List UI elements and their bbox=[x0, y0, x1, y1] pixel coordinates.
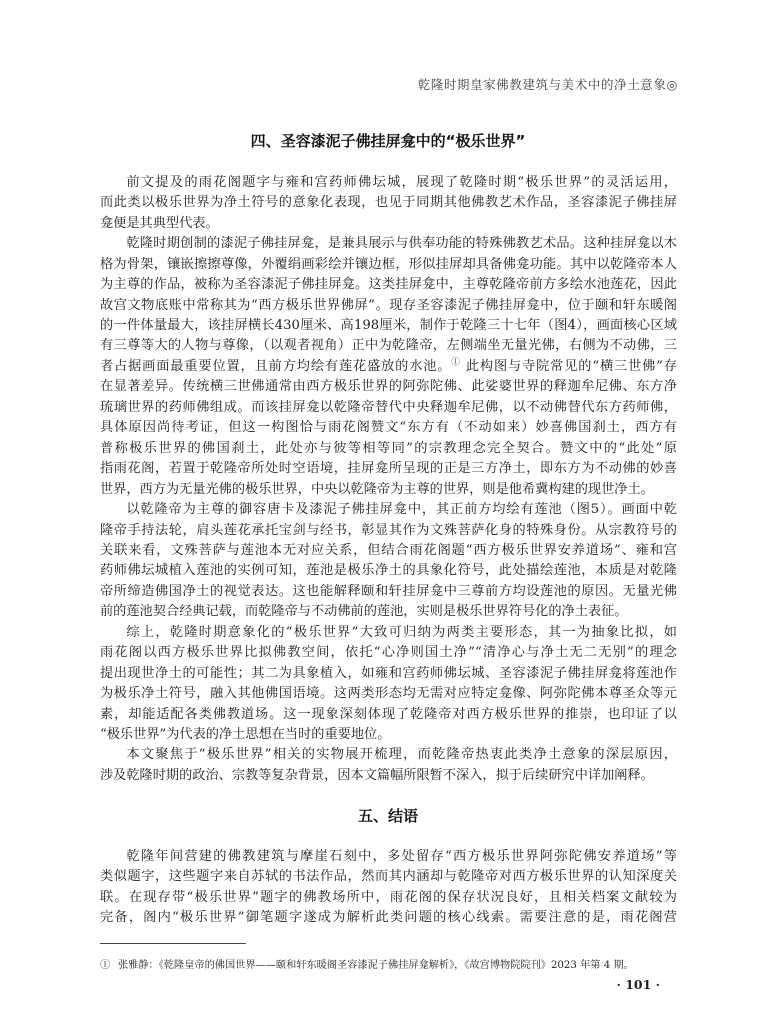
body-line: 而此类以极乐世界为净土符号的意象化表现，也见于同期其他佛教艺术作品，圣容漆泥子佛挂屏 bbox=[100, 195, 677, 211]
body-line: 有三尊等大的人物与尊像，（以观者视角）正中为乾隆帝，左侧端坐无量光佛，右侧为不动佛，三 bbox=[100, 338, 677, 354]
body-line: 涉及乾隆时期的政治、宗教等复杂背景，因本文篇幅所限暂不深入，拟于后续研究中详加阐释。 bbox=[100, 767, 654, 783]
body-line: 在显著差异。传统横三世佛通常由西方极乐世界的阿弥陀佛、此娑婆世界的释迦牟尼佛、东方净 bbox=[100, 379, 677, 395]
body-line: 前的莲池契合经典记载，而乾隆帝与不动佛前的莲池，实则是极乐世界符号化的净土表征。 bbox=[100, 604, 628, 620]
paragraph bbox=[100, 745, 677, 786]
body-line: 本文聚焦于“极乐世界”相关的实物展开梳理，而乾隆帝热衷此类净土意象的深层原因， bbox=[126, 747, 677, 763]
section-heading: 五、结语 bbox=[357, 807, 418, 825]
section-body bbox=[100, 847, 677, 929]
body-line: 具体原因尚待考证，但这一构图恰与雨花阁赞文“东方有（不动如来）妙喜佛国刹土，西方有 bbox=[100, 420, 677, 436]
paragraph bbox=[100, 500, 677, 623]
body-text: 此构图与寺院常见的“横三世佛”存 bbox=[460, 358, 677, 374]
body-line: 关联来看，文殊菩萨与莲池本无对应关系，但结合雨花阁题“西方极乐世界安养道场”、雍和宫 bbox=[100, 542, 677, 558]
footnote bbox=[100, 959, 634, 973]
body-line: 琉璃世界的药师佛组成。而该挂屏龛以乾隆帝替代中央释迦牟尼佛，以不动佛替代东方药师佛， bbox=[100, 399, 677, 415]
body-line: 素，却能适配各类佛教道场。这一现象深刻体现了乾隆帝对西方极乐世界的推崇，也印证了以 bbox=[100, 706, 677, 722]
body-line: 为主尊的作品，被称为圣容漆泥子佛挂屏龛。这类挂屏龛中，主尊乾隆帝前方多绘水池莲花，因此 bbox=[100, 277, 677, 293]
body-text: 者占据画面最重要位置，且前方均绘有莲花盛放的水池。 bbox=[100, 358, 452, 374]
body-line: 隆帝手持法轮，肩头莲花承托宝剑与经书，彰显其作为文殊菩萨化身的特殊身份。从宗教符号的 bbox=[100, 522, 677, 538]
footnote-text: 张雅静：《乾隆皇帝的佛国世界——颐和轩东暖阁圣容漆泥子佛挂屏龛解析》，《故宫博物院院刊》2023 年第 4 期。 bbox=[118, 960, 634, 971]
body-line: 以乾隆帝为主尊的御容唐卡及漆泥子佛挂屏龛中，其正前方均绘有莲池（图5）。画面中乾 bbox=[126, 502, 677, 518]
paragraph bbox=[100, 623, 677, 746]
running-header: 乾隆时期皇家佛教建筑与美术中的净土意象◎ bbox=[417, 77, 678, 92]
body-line: “极乐世界”为代表的净土思想在当时的重要地位。 bbox=[100, 727, 391, 743]
paragraph bbox=[100, 847, 677, 929]
body-line: 格为骨架，镶嵌擦擦尊像，外覆绢画彩绘并镶边框，形似挂屏却具备佛龛功能。其中以乾隆帝本人 bbox=[100, 256, 677, 272]
body-line: 类似题字，这些题字来自苏轼的书法作品，然而其内涵却与乾隆帝对西方极乐世界的认知深度关 bbox=[100, 869, 677, 885]
body-line bbox=[100, 357, 677, 377]
paragraph bbox=[100, 234, 677, 500]
body-line: 为极乐净土符号，融入其他佛国语境。这两类形态均无需对应特定龛像、阿弥陀佛本尊圣众等元 bbox=[100, 686, 677, 702]
body-line: 药师佛坛城植入莲池的实例可知，莲池是极乐净土的具象化符号，此处描绘莲池，本质是对乾隆 bbox=[100, 563, 677, 579]
body-line: 完备，阁内“极乐世界”御笔题字遂成为解析此类问题的核心线索。需要注意的是，雨花阁营 bbox=[100, 910, 677, 926]
body-line: 的一件体量最大，该挂屏横长430厘米、高198厘米，制作于乾隆三十七年（图4），画面核心区域 bbox=[100, 317, 677, 333]
body-line: 世界，西方为无量光佛的极乐世界，中央以乾隆帝为主尊的世界，则是他希冀构建的现世净土。 bbox=[100, 481, 654, 497]
body-line: 综上，乾隆时期意象化的“极乐世界”大致可归纳为两类主要形态，其一为抽象比拟，如 bbox=[126, 624, 677, 640]
body-line: 普称极乐世界的佛国刹土，此处亦与彼等相等同”的宗教理念完全契合。赞文中的“此处”原 bbox=[100, 440, 677, 456]
page-number: · 101 · bbox=[616, 977, 660, 992]
body-line: 故宫文物底账中常称其为“西方极乐世界佛屏”。现存圣容漆泥子佛挂屏龛中，位于颐和轩东暖阁 bbox=[100, 297, 677, 313]
body-line: 提出现世净土的可能性；其二为具象植入，如雍和宫药师佛坛城、圣容漆泥子佛挂屏龛将莲池作 bbox=[100, 665, 677, 681]
footnote-marker: ① bbox=[100, 960, 111, 971]
body-line: 指雨花阁，若置于乾隆帝所处时空语境，挂屏龛所呈现的正是三方净土，即东方为不动佛的妙喜 bbox=[100, 461, 677, 477]
body-line: 联。在现存带“极乐世界”题字的佛教场所中，雨花阁的保存状况良好，且相关档案文献较为 bbox=[100, 889, 677, 905]
body-line: 乾隆时期创制的漆泥子佛挂屏龛，是兼具展示与供奉功能的特殊佛教艺术品。这种挂屏龛以木 bbox=[126, 236, 677, 252]
footnote-ref: ① bbox=[451, 357, 461, 368]
footnote-rule bbox=[100, 943, 246, 944]
body-line: 雨花阁以西方极乐世界比拟佛教空间，依托“心净则国土净”“清净心与净土无二无别”的理念 bbox=[100, 645, 677, 661]
body-line: 龛便是其典型代表。 bbox=[100, 215, 219, 231]
body-line: 帝所缔造佛国净土的视觉表达。这也能解释颐和轩挂屏龛中三尊前方均设莲池的原因。无量光佛 bbox=[100, 583, 677, 599]
body-line: 乾隆年间营建的佛教建筑与摩崖石刻中，多处留存“西方极乐世界阿弥陀佛安养道场”等 bbox=[126, 848, 677, 864]
section-body bbox=[100, 173, 677, 787]
body-line: 前文提及的雨花阁题字与雍和宫药师佛坛城，展现了乾隆时期“极乐世界”的灵活运用， bbox=[126, 174, 677, 190]
section-heading: 四、圣容漆泥子佛挂屏龛中的“极乐世界” bbox=[250, 132, 526, 150]
paragraph bbox=[100, 173, 677, 234]
